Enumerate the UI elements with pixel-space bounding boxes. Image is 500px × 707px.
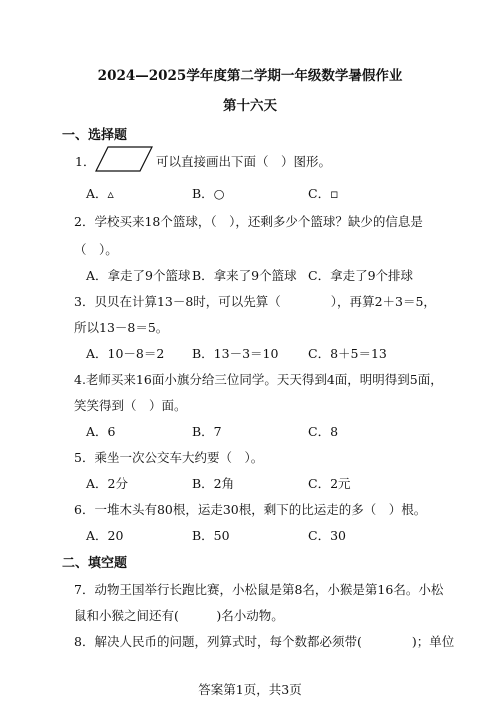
- q2-option-a[interactable]: A．拿走了9个篮球: [86, 268, 191, 283]
- q3-option-a[interactable]: A．10－8＝2: [86, 346, 165, 361]
- q4-option-a[interactable]: A．6: [86, 424, 116, 439]
- question-8-line1: 8．解决人民币的问题，列算式时，每个数都必须带( )；单位: [74, 634, 455, 649]
- section-heading-fill: 二、填空题: [62, 556, 128, 571]
- q1-option-c[interactable]: C．▫: [308, 186, 339, 201]
- question-4-line2: 笑笑得到（ ）面。: [74, 398, 187, 413]
- q4-option-b[interactable]: B．7: [192, 424, 222, 439]
- question-3-line1: 3．贝贝在计算13－8时，可以先算（ ），再算2＋3＝5，: [74, 294, 436, 309]
- question-3-line2: 所以13－8＝5。: [74, 320, 169, 335]
- q5-option-c[interactable]: C．2元: [308, 476, 351, 491]
- question-2-line2: （ ）。: [74, 242, 118, 257]
- q6-option-c[interactable]: C．30: [308, 528, 346, 543]
- q1-option-b[interactable]: B．○: [192, 186, 225, 201]
- q6-option-a[interactable]: A．20: [86, 528, 124, 543]
- q2-option-c[interactable]: C．拿走了9个排球: [308, 268, 414, 283]
- question-4-line1: 4.老师买来16面小旗分给三位同学。天天得到4面，明明得到5面，: [74, 372, 443, 387]
- q5-option-a[interactable]: A．2分: [86, 476, 128, 491]
- question-7-line1: 7．动物王国举行长跑比赛，小松鼠是第8名，小猴是第16名。小松: [74, 582, 444, 597]
- q1-option-a[interactable]: A．▵: [86, 186, 114, 201]
- parallelogram-figure: [94, 145, 154, 173]
- q3-option-b[interactable]: B．13－3＝10: [192, 346, 279, 361]
- q2-option-b[interactable]: B．拿来了9个篮球: [192, 268, 297, 283]
- page-subtitle: 第十六天: [223, 98, 277, 114]
- question-5-line1: 5．乘坐一次公交车大约要（ ）。: [74, 450, 264, 465]
- question-2-line1: 2．学校买来18个篮球，（ ），还剩多少个篮球？缺少的信息是: [74, 214, 423, 229]
- q4-option-c[interactable]: C．8: [308, 424, 339, 439]
- question-6-line1: 6．一堆木头有80根，运走30根，剩下的比运走的多（ ）根。: [74, 502, 427, 517]
- q6-option-b[interactable]: B．50: [192, 528, 230, 543]
- question-1-text: 可以直接画出下面（ ）图形。: [156, 154, 332, 169]
- page-title: 2024—2025学年度第二学期一年级数学暑假作业: [97, 68, 403, 84]
- q3-option-c[interactable]: C．8＋5＝13: [308, 346, 387, 361]
- page-footer: 答案第1页，共3页: [198, 682, 302, 697]
- question-1-number: 1．: [75, 154, 96, 169]
- q5-option-b[interactable]: B．2角: [192, 476, 235, 491]
- section-heading-choice: 一、选择题: [62, 128, 128, 143]
- question-7-line2: 鼠和小猴之间还有( )名小动物。: [74, 608, 284, 623]
